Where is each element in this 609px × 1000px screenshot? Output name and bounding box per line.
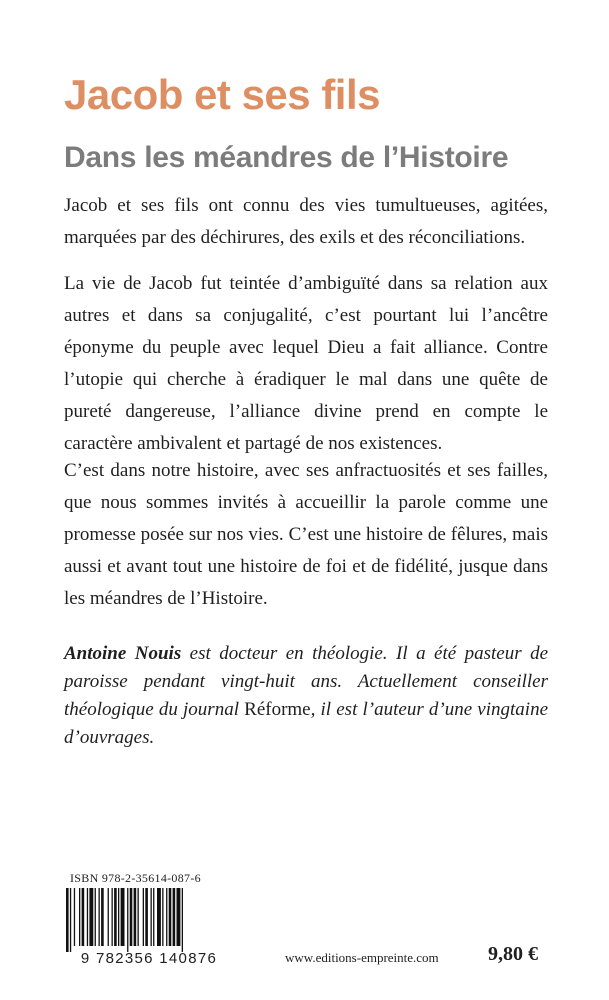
barcode-bar (87, 888, 88, 946)
book-subtitle: Dans les méandres de l’Histoire (64, 141, 509, 174)
barcode-bar (74, 888, 75, 946)
price: 9,80 € (488, 943, 538, 965)
barcode-bar (166, 888, 167, 946)
barcode-bar (143, 888, 144, 946)
author-name: Antoine Nouis (64, 643, 182, 664)
barcode-bar (99, 888, 100, 946)
barcode-bar (89, 888, 93, 946)
author-bio (64, 640, 548, 752)
barcode-bar (121, 888, 125, 946)
barcode-bar (70, 888, 71, 952)
blurb-paragraph-1: Jacob et ses fils ont connu des vies tumultueuses, agitées, marquées par des déchirures, des exils et des réconciliations. (64, 195, 548, 248)
barcode-bar (177, 888, 181, 946)
barcode-bar (162, 888, 163, 946)
publisher-website: www.editions-empreinte.com (285, 950, 439, 965)
barcode-bar (130, 888, 133, 946)
barcode-bar (134, 888, 137, 946)
blurb-paragraph-3: C’est dans notre histoire, avec ses anfractuosités et ses failles, que nous sommes invités à accueillir la parole comme une promesse posée sur nos vies. C’est une histoire de fêlures, mais aussi et avant tout une histoire de foi et de fidélité, jusque dans les méandres de l’Histoire. (64, 460, 548, 609)
barcode-bar (169, 888, 172, 946)
barcode-bar (138, 888, 139, 946)
book-title: Jacob et ses fils (64, 71, 380, 118)
barcode-image (64, 888, 234, 954)
barcode-bar (66, 888, 69, 952)
blurb-paragraph-2: La vie de Jacob fut teintée d’ambiguïté dans sa relation aux autres et dans sa conjugalité, c’est pourtant lui l’ancêtre éponyme du peuple avec lequel Dieu a fait alliance. Contre l’utopie qui cherche à éradiquer le mal dans une quête de pureté dangereuse, l’alliance divine prend en compte le caractère ambivalent et partagé de nos existences. (64, 273, 548, 454)
barcode-bar (127, 888, 128, 952)
barcode-bar (145, 888, 148, 946)
barcode-bar (82, 888, 85, 946)
journal-name: Réforme (244, 699, 311, 720)
barcode-bar (182, 888, 183, 952)
barcode-bar (101, 888, 104, 946)
barcode-bar (153, 888, 154, 946)
barcode-bar (108, 888, 109, 946)
barcode-bar (118, 888, 119, 946)
barcode-bar (79, 888, 80, 946)
barcode-bar (95, 888, 96, 946)
barcode-bar (157, 888, 161, 946)
isbn-label: ISBN 978-2-35614-087-6 (70, 871, 201, 885)
barcode-bar (173, 888, 176, 946)
author-bio-text-2: , il est l’auteur d’une vingtaine d’ouvrages. (64, 699, 549, 748)
barcode-bar (114, 888, 117, 946)
barcode-bar (112, 888, 113, 946)
barcode-number: 9 782356 140876 (80, 950, 218, 967)
barcode-bar (151, 888, 152, 946)
author-bio-text-1: est docteur en théologie. Il a été pasteur de paroisse pendant vingt-huit ans. Actuellement conseiller théologique du journal (64, 643, 548, 720)
